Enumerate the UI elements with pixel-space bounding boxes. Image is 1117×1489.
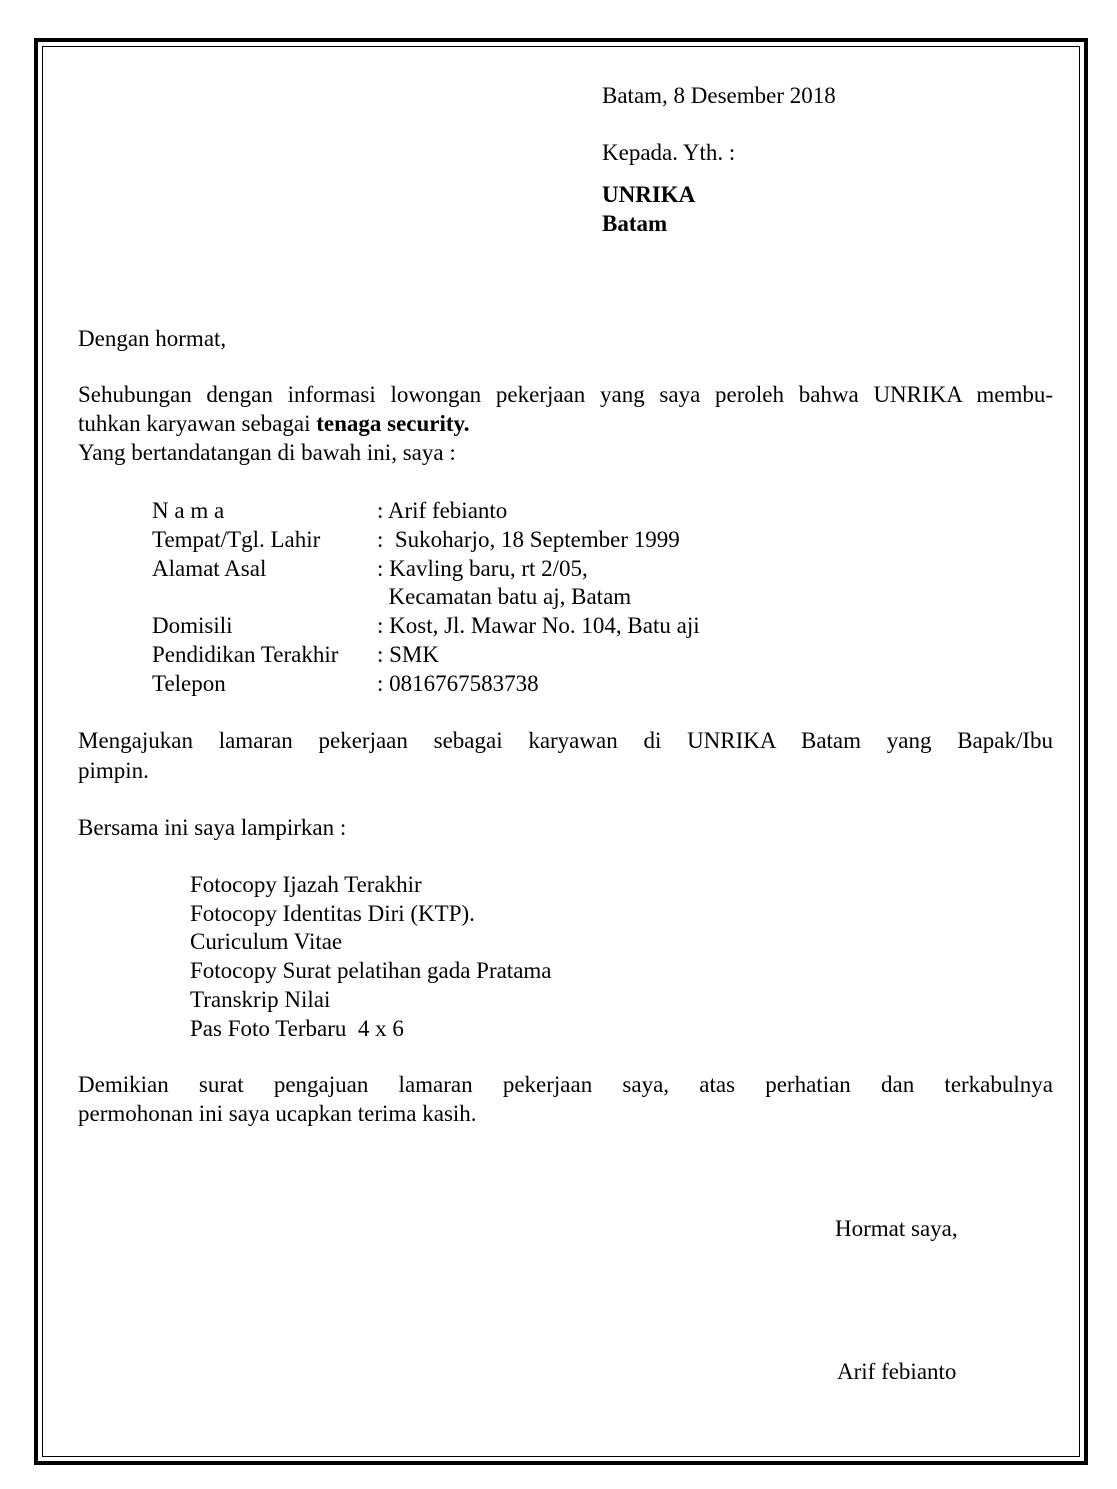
intro-line-3: Yang bertandatangan di bawah ini, saya : (78, 440, 456, 465)
intro-line-2 (78, 409, 470, 438)
closing-line-2: permohonan ini saya ucapkan terima kasih. (78, 1101, 477, 1126)
to-label: Kepada. Yth. : (602, 140, 736, 165)
biodata-label: Tempat/Tgl. Lahir (152, 527, 321, 552)
list-item: Curiculum Vitae (190, 929, 343, 954)
biodata-value: : Arif febianto (377, 498, 508, 523)
signoff: Hormat saya, (835, 1216, 958, 1241)
salutation: Dengan hormat, (78, 326, 227, 351)
list-item: Transkrip Nilai (190, 987, 331, 1012)
biodata-value: Kecamatan batu aj, Batam (377, 584, 632, 609)
recipient-name: UNRIKA (602, 182, 696, 207)
biodata-label: Telepon (152, 671, 226, 696)
biodata-label: N a m a (152, 498, 225, 523)
intro-line-2-bold: tenaga security. (316, 411, 470, 436)
biodata-label: Pendidikan Terakhir (152, 642, 339, 667)
list-item: Fotocopy Ijazah Terakhir (190, 872, 422, 897)
place-date: Batam, 8 Desember 2018 (602, 83, 836, 108)
biodata-value: : Kost, Jl. Mawar No. 104, Batu aji (377, 613, 700, 638)
application-line-2: pimpin. (78, 758, 149, 783)
signature-name: Arif febianto (837, 1359, 957, 1384)
biodata-label: Domisili (152, 613, 233, 638)
biodata-value: : SMK (377, 642, 439, 667)
list-item: Fotocopy Surat pelatihan gada Pratama (190, 958, 552, 983)
biodata-value: : 0816767583738 (377, 671, 539, 696)
closing-line-1: Demikian surat pengajuan lamaran pekerjaan saya, atas perhatian dan terkabulnya (78, 1072, 1053, 1097)
biodata-value: : Kavling baru, rt 2/05, (377, 556, 588, 581)
attachments-intro: Bersama ini saya lampirkan : (78, 815, 347, 840)
biodata-value: : Sukoharjo, 18 September 1999 (377, 527, 680, 552)
biodata-label: Alamat Asal (152, 556, 267, 581)
list-item: Pas Foto Terbaru 4 x 6 (190, 1016, 404, 1041)
application-line-1: Mengajukan lamaran pekerjaan sebagai karyawan di UNRIKA Batam yang Bapak/Ibu (78, 728, 1053, 753)
recipient-city: Batam (602, 211, 668, 236)
list-item: Fotocopy Identitas Diri (KTP). (190, 901, 475, 926)
intro-line-1: Sehubungan dengan informasi lowongan pekerjaan yang saya peroleh bahwa UNRIKA membu- (78, 382, 1053, 407)
intro-line-2-text: tuhkan karyawan sebagai (78, 411, 317, 436)
